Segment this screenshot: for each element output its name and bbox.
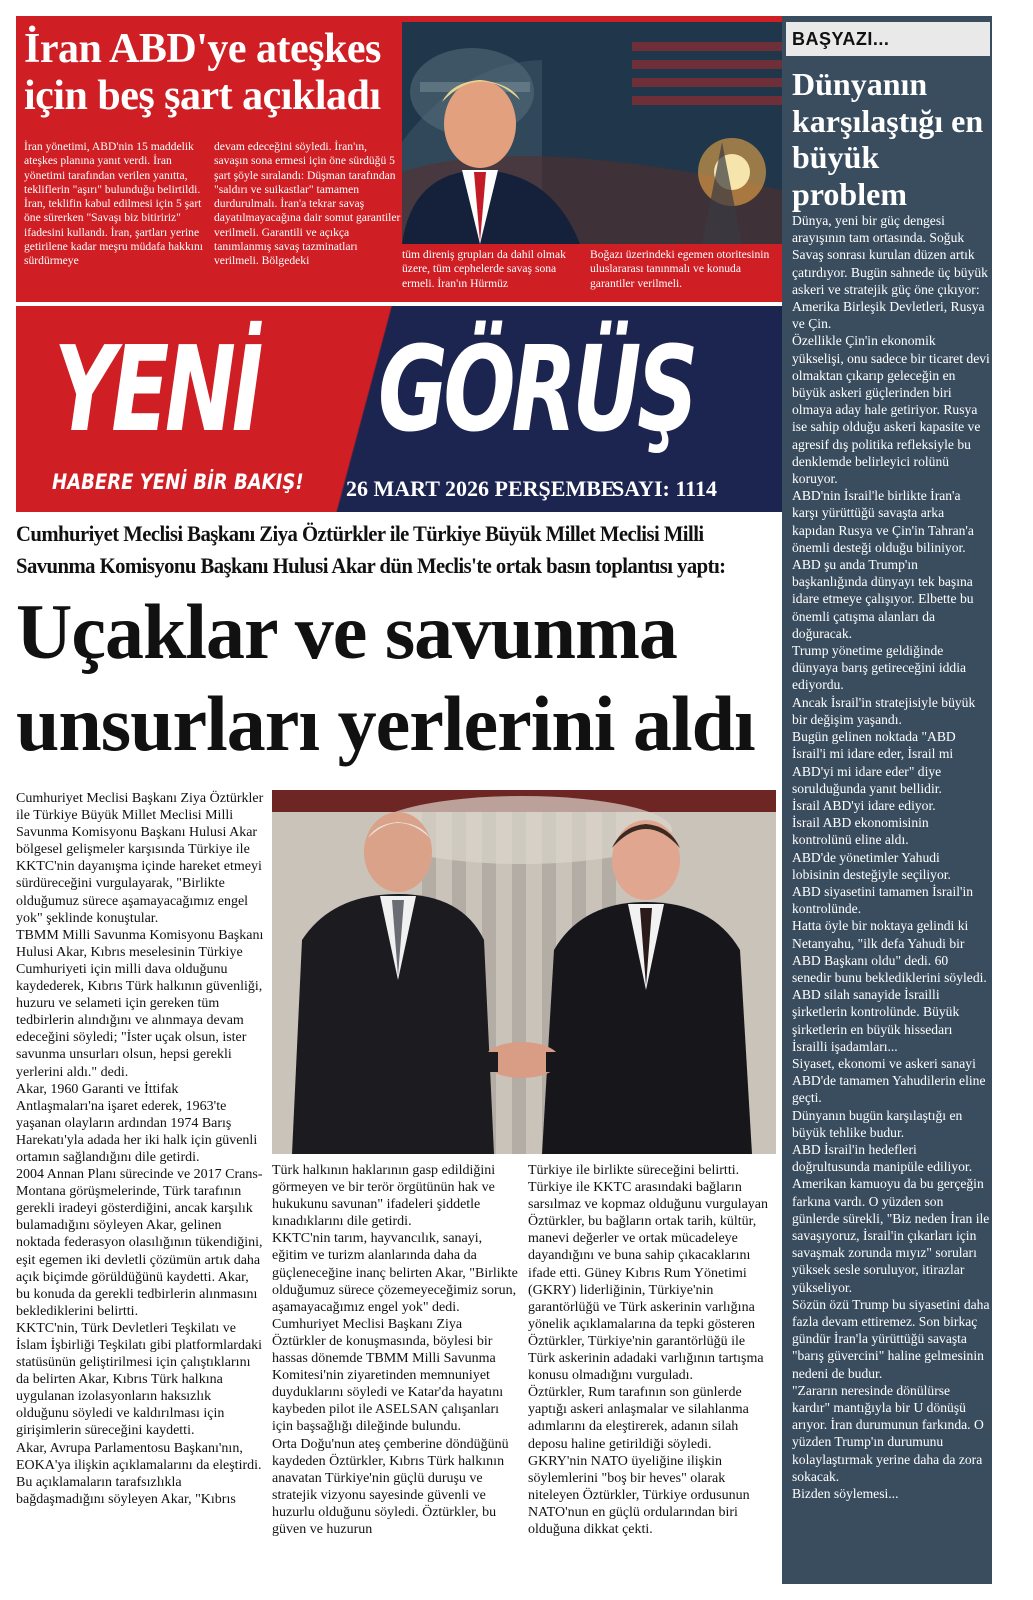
body-paragraph: 2004 Annan Planı sürecinde ve 2017 Crans-Montana görüşmelerinde, Türk tarafının gerekli iradeyi gösterdiğini, ancak karşılık bulamadığını söyleyen Akar, gelinen noktada federasyon olasılığının tükendiğini, eşit egemen iki devletli çözümün artık daha açık biçimde görüldüğünü kaydetti. Akar, bu konuda da gerekli tedbirlerin alınmasını beklediklerini belirtti. [16,1167,263,1319]
editorial-paragraph: Amerikan kamuoyu da bu gerçeğin farkına vardı. O yüzden son günlerde sürekli, "Biz neden İran ile savaşıyoruz, İsrail'in çıkarları için savaşmak zorunda mıyız" soruları yüksek sesle soruluyor, itirazlar yükseliyor. [792,1176,990,1295]
body-paragraph: Cumhuriyet Meclisi Başkanı Ziya Öztürkler ile Türkiye Büyük Millet Meclisi Milli Savunma Komisyonu Başkanı Hulusi Akar bölgesel gelişmeler karşısında Türkiye ile KKTC'nin dayanışma içinde hareket etmeyi sürdüreceğini vurgulayarak, "Birlikte olduğumuz sürece aşamayacağımız engel yok" şeklinde konuştular. [16,791,264,926]
issue-number: SAYI: 1114 [612,476,717,501]
editorial-paragraph: Dünyanın bugün karşılaştığı en büyük tehlike budur. [792,1107,963,1140]
editorial-paragraph: "Zararın neresinde dönülürse kardır" mantığıyla bir U dönüşü arıyor. İran durumunun farkında. O yüzden Trump'ın durumunu kolaylaştırmak yerine daha da zora sokacak. [792,1382,984,1484]
editorial-paragraph: ABD şu anda Trump'ın başkanlığında dünyayı tek başına idare etmeye çalışıyor. Elbette bu önemli çatışma alanları da doğuracak. [792,557,974,641]
editorial-paragraph: Dünya, yeni bir güç dengesi arayışının tam ortasında. Soğuk Savaş sonrası kurulan düzen artık çatırdıyor. Bugün sahnede üç büyük askeri ve stratejik güç öne çıkıyor: Amerika Birleşik Devletleri, Rusya ve Çin. [792,213,988,332]
editorial-paragraph: ABD'nin İsrail'le birlikte İran'a karşı yürüttüğü savaşta arka kapıdan Rusya ve Çin'in Tahran'a önemli desteği olduğu biliniyor. [792,488,974,555]
editorial-paragraph: Ancak İsrail'in stratejisiyle büyük bir değişim yaşandı. [792,694,976,727]
editorial-paragraph: Trump yönetime geldiğinde dünyaya barış getireceğini iddia ediyordu. [792,643,967,693]
masthead-logo-yeni: YENİ [54,320,259,458]
body-paragraph: Cumhuriyet Meclisi Başkanı Ziya Öztürkler de konuşmasında, böylesi bir hassas dönemde TBMM Milli Savunma Komitesi'nin ziyaretinden memnuniyet duyduklarını söyledi ve Katar'da hayatını kaybeden pilot ile ASELSAN çalışanları için başsağlığı dileğinde bulundu. [272,1316,504,1435]
body-paragraph: GKRY'nin NATO üyeliğine ilişkin söylemlerini "boş bir heves" olarak niteleyen Öztürkler, Türkiye ordusunun NATO'nun en güçlü ordularından biri olduğuna dikkat çekti. [528,1453,750,1537]
editorial-paragraph: Siyaset, ekonomi ve askeri sanayi ABD'de tamamen Yahudilerin eline geçti. [792,1055,986,1106]
editorial-paragraph: İsrail ABD ekonomisinin kontrolünü eline aldı. [792,815,929,848]
editorial-paragraph: Bugün gelinen noktada "ABD İsrail'i mi idare eder, İsrail mi ABD'yi mi idare eder" diye sorulduğunda yanıt bellidir. [792,729,956,796]
masthead [16,306,794,512]
main-story-col-3 [528,1162,774,1538]
issue-date: 26 MART 2026 PERŞEMBE [346,476,616,501]
top-story-text-col-1: İran yönetimi, ABD'nin 15 maddelik ateşkes planına yanıt verdi. İran yönetimi tarafından verilen yanıtta, tekliflerin "aşırı" bulunduğu belirtildi. İran, teklifin kabul edilmesi için 5 şart öne sürerken "Savaşı biz bitiririz" ifadesini kullandı. İran, şartları yerine getirilene kadar meşru müdafa hakkını sürdürmeye [24,140,203,268]
body-paragraph: Türkiye ile birlikte süreceğini belirtti. [528,1163,740,1178]
editorial-paragraph: Özellikle Çin'in ekonomik yükselişi, onu sadece bir ticaret devi olmaktan çıkarıp geleceğin en büyük askeri güçlerinden biri olmaya aday hale getiriyor. Rusya ise sahip olduğu askeri kapasite ve agresif dış politika refleksiyle bu denklemde belirleyici rolünü koruyor. [792,333,990,487]
editorial-body [792,212,990,1502]
top-story-text-col-3: tüm direniş grupları da dahil olmak üzere, tüm cephelerde savaş sona ermeli. İran'ın Hürmüz [402,248,566,290]
top-story-headline[interactable]: İran ABD'ye ateşkes için beş şart açıkladı [24,26,381,119]
editorial-label: BAŞYAZI... [786,22,990,56]
editorial-paragraph: ABD'de yönetimler Yahudi lobisinin desteğiyle seçiliyor. [792,849,951,882]
body-paragraph: Orta Doğu'nun ateş çemberine döndüğünü kaydeden Öztürkler, Kıbrıs Türk halkının anavatan Türkiye'nin güçlü duruşu ve stratejik vizyonu sayesinde güvenli ve huzurlu olduğunu söyledi. Öztürkler, bu güven ve huzurun [272,1436,509,1537]
editorial-paragraph: ABD silah sanayide İsrailli şirketlerin kontrolünde. Büyük şirketlerin en büyük hissedarı İsrailli işadamları... [792,987,960,1054]
top-story-text-col-2: devam edeceğini söyledi. İran'ın, savaşın sona ermesi için öne sürdüğü 5 şart şöyle sıralandı: Düşman tarafından "saldırı ve suikastlar" tamamen durdurulmalı. İran'a tekrar savaş dayatılmayacağına dair somut garantiler verilmeli. Garantili ve açıkça tanımlanmış savaş tazminatları verilmeli. Bölgedeki [214,140,401,268]
body-paragraph: Akar, Avrupa Parlamentosu Başkanı'nın, EOKA'ya ilişkin açıklamalarını da eleştirdi. Bu açıklamaların tarafsızlıkla bağdaşmadığını söyleyen Akar, "Kıbrıs [16,1440,262,1507]
body-paragraph: Türkiye ile KKTC arasındaki bağların sarsılmaz ve kopmaz olduğunu vurgulayan Öztürkler, bu bağların ortak tarih, kültür, manevi değerler ve ortak mücadeleye dayandığını ve buna sahip çıkacaklarını ifade etti. Güney Kıbrıs Rum Yönetimi (GKRY) liderliğinin, Türkiye'nin garantörlüğü ve Türk askerinin varlığına yönelik açıklamalarına da tepki gösteren Öztürkler, Türkiye'nin garantörlüğü ile Türk askerinin adadaki varlığının tartışma konusu olmadığını vurguladı. [528,1180,769,1384]
main-story-col-1 [16,790,266,1508]
masthead-slogan: HABERE YENİ BİR BAKIŞ! [52,470,304,494]
top-story-text-col-4: Boğazı üzerindeki egemen otoritesinin uluslararası tanınmalı ve konuda garantiler verilmeli. [590,248,770,290]
editorial-paragraph: Hatta öyle bir noktaya gelindi ki Netanyahu, "ilk defa Yahudi bir ABD Başkanı oldu" dedi. 60 senedir bunu beklediklerini söyledi. [792,918,987,985]
body-paragraph: KKTC'nin, Türk Devletleri Teşkilatı ve İslam İşbirliği Teşkilatı gibi platformlardaki statüsünün geliştirilmesi için çalıştıklarını da belirten Akar, Kıbrıs Türk halkına uygulanan izolasyonların haksızlık olduğunu söyledi ve kaldırılması için girişimlerin süreceğini kaydetti. [16,1320,263,1439]
body-paragraph: KKTC'nin tarım, hayvancılık, sanayi, eğitim ve turizm alanlarında daha da güçleneceğine inanç belirten Akar, "Birlikte olduğumuz sürece çözemeyeceğimiz sorun, aşamayacağımız engel yok" dedi. [272,1231,518,1315]
body-paragraph: Akar, 1960 Garanti ve İttifak Antlaşmaları'na işaret ederek, 1963'te yaşanan olayların ardından 1974 Barış Harekatı'yla adada her iki halk için güvenli ortamın sağlandığını dile getirdi. [16,1081,258,1165]
body-paragraph: Öztürkler, Rum tarafının son günlerde yaptığı askeri anlaşmalar ve silahlanma adımlarını da eleştirerek, adanın silah deposu haline getirildiği söyledi. [528,1385,749,1452]
main-story-col-2 [272,1162,518,1538]
editorial-paragraph: Bizden söylemesi... [792,1486,899,1502]
body-paragraph: TBMM Milli Savunma Komisyonu Başkanı Hulusi Akar, Kıbrıs meselesinin Türkiye Cumhuriyeti için milli dava olduğunu kaydederek, Kıbrıs Türk halkının güvenliği, huzuru ve selameti için gereken tüm tedbirlerin alındığını ve alınmaya devam edeceğini söyledi; "İster uçak olsun, ister savunma unsurları olsun, hepsi gerekli yerlerini aldı." dedi. [16,927,264,1080]
editorial-title[interactable]: Dünyanın karşılaştığı en büyük problem [792,66,984,212]
editorial-paragraph: ABD İsrail'in hedefleri doğrultusunda manipüle ediliyor. [792,1141,973,1175]
editorial-paragraph: İsrail ABD'yi idare ediyor. [792,797,936,813]
top-story-photo [402,22,790,244]
main-story-kicker: Cumhuriyet Meclisi Başkanı Ziya Öztürkler ile Türkiye Büyük Millet Meclisi Milli Savunma Komisyonu Başkanı Hulusi Akar dün Meclis'te ortak basın toplantısı yaptı: [16,521,726,578]
body-paragraph: Türk halkının haklarının gasp edildiğini görmeyen ve bir terör örgütünün hak ve hukukunu savunan" ifadeleri şiddetle kınadıklarını dile getirdi. [272,1163,496,1230]
editorial-paragraph: Sözün özü Trump bu siyasetini daha fazla devam ettiremez. Son birkaç gündür İran'la yürüttüğü savaşta "barış güvercini" haline gelmesinin nedeni de budur. [792,1296,990,1381]
top-story [16,16,794,302]
masthead-logo-gorus: GÖRÜŞ [378,320,694,458]
editorial-paragraph: ABD siyasetini tamamen İsrail'in kontrolünde. [792,883,974,917]
main-story-photo [272,790,776,1154]
main-story-headline[interactable]: Uçaklar ve savunma unsurları yerlerini aldı [16,588,755,767]
editorial-column [782,16,992,1584]
